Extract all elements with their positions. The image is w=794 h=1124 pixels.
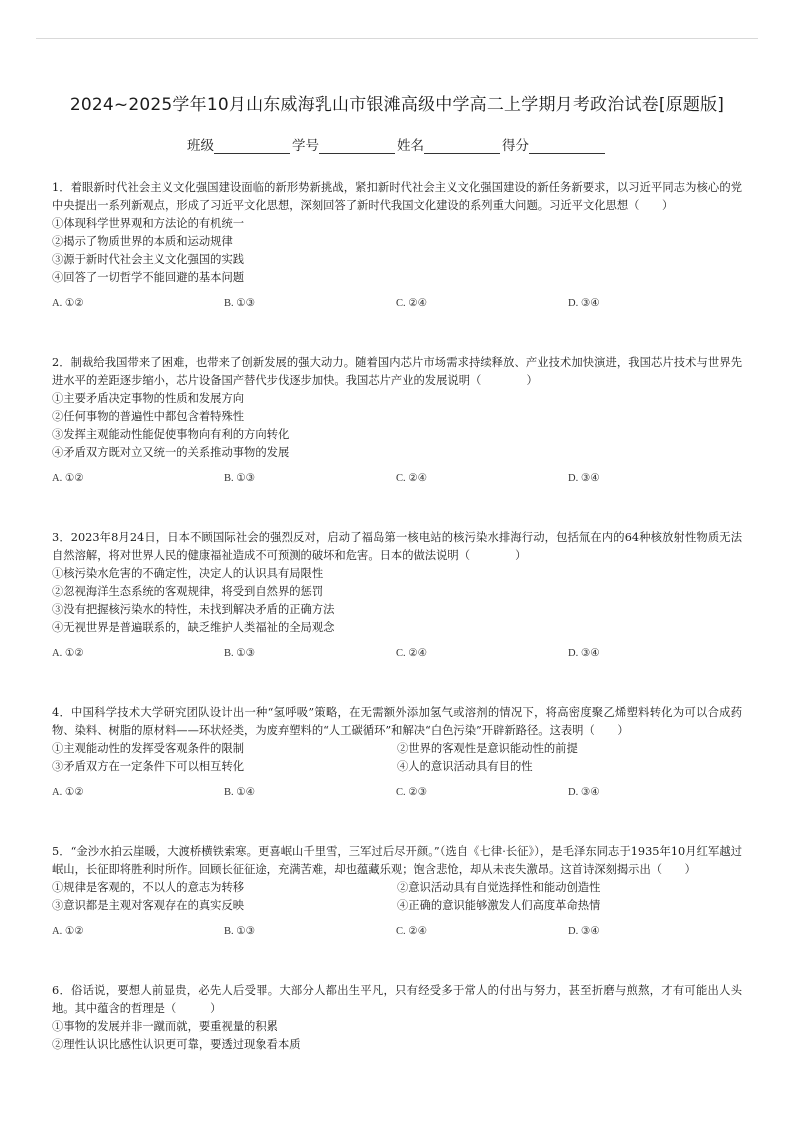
field-blank: [214, 140, 290, 154]
question-2: [52, 354, 742, 488]
option-list: [52, 740, 742, 776]
field-name: [397, 134, 502, 154]
option: ④回答了一切哲学不能回避的基本问题: [52, 271, 245, 284]
answer-choice: A. ①②: [52, 648, 84, 659]
option: ③矛盾双方在一定条件下可以相互转化: [52, 760, 245, 773]
answer-choice: B. ①③: [224, 298, 256, 309]
answer-choices: [52, 923, 742, 941]
option-list: [52, 1018, 742, 1054]
question-stem: 1．着眼新时代社会主义文化强国建设面临的新形势新挑战，紧扣新时代社会主义文化强国建设的新任务新要求，以习近平同志为核心的党中央提出一系列新观点，形成了习近平文化思想，深刻回答了新时代我国文化建设的系列重大问题。习近平文化思想（ ）: [52, 181, 742, 212]
option-list: [52, 390, 742, 462]
question-stem: 2．制裁给我国带来了困难，也带来了创新发展的强大动力。随着国内芯片市场需求持续释放、产业技术加快演进，我国芯片技术与世界先进水平的差距逐步缩小，芯片设备国产替代步伐逐步加快。我国芯片产业的发展说明（ ）: [52, 356, 742, 387]
field-label: 姓名: [397, 138, 424, 154]
question-5: [52, 843, 742, 941]
option: ④正确的意识能够激发人们高度革命热情: [397, 899, 601, 912]
option-list: [52, 215, 742, 287]
option: ①主要矛盾决定事物的性质和发展方向: [52, 392, 245, 405]
answer-choice: A. ①②: [52, 298, 84, 309]
question-3: [52, 529, 742, 663]
option: ②意识活动具有自觉选择性和能动创造性: [397, 881, 601, 894]
question-list: [52, 179, 742, 1054]
option: ②理性认识比感性认识更可靠，要透过现象看本质: [52, 1038, 301, 1051]
field-score: [502, 134, 607, 154]
answer-choice: D. ③④: [568, 926, 600, 937]
option: ④无视世界是普遍联系的，缺乏维护人类福祉的全局观念: [52, 621, 335, 634]
question-stem: 5．“金沙水拍云崖暖，大渡桥横铁索寒。更喜岷山千里雪，三军过后尽开颜。”（选自《七律·长征》），是毛泽东同志于1935年10月红军越过岷山，长征即将胜利时所作。回顾长征征途，充满苦难，却也蕴藏乐观；饱含悲怆，却从未丧失激昂。这首诗深刻揭示出（ ）: [52, 845, 742, 876]
field-blank: [529, 140, 605, 154]
question-stem: 3．2023年8月24日，日本不顾国际社会的强烈反对，启动了福岛第一核电站的核污染水排海行动，包括氚在内的64种核放射性物质无法自然溶解，将对世界人民的健康福祉造成不可预测的破坏和危害。日本的做法说明（ ）: [52, 531, 742, 562]
option: ②任何事物的普遍性中都包含着特殊性: [52, 410, 245, 423]
option-list: [52, 565, 742, 637]
student-info-fields: [0, 134, 794, 154]
answer-choice: B. ①③: [224, 648, 256, 659]
option: ③源于新时代社会主义文化强国的实践: [52, 253, 245, 266]
answer-choice: D. ③④: [568, 473, 600, 484]
answer-choice: B. ①③: [224, 926, 256, 937]
option: ②揭示了物质世界的本质和运动规律: [52, 235, 233, 248]
field-blank: [319, 140, 395, 154]
field-class: [187, 134, 292, 154]
answer-choice: B. ①③: [224, 473, 256, 484]
field-label: 得分: [502, 138, 529, 154]
question-1: [52, 179, 742, 313]
option: ④人的意识活动具有目的性: [397, 760, 533, 773]
answer-choice: A. ①②: [52, 926, 84, 937]
answer-choice: A. ①②: [52, 787, 84, 798]
option: ①事物的发展并非一蹴而就，要重视量的积累: [52, 1020, 278, 1033]
answer-choices: [52, 295, 742, 313]
option-list: [52, 879, 742, 915]
answer-choice: C. ②③: [396, 787, 428, 798]
answer-choice: A. ①②: [52, 473, 84, 484]
option: ②忽视海洋生态系统的客观规律，将受到自然界的惩罚: [52, 585, 324, 598]
question-4: [52, 704, 742, 802]
answer-choice: D. ③④: [568, 298, 600, 309]
question-6: [52, 982, 742, 1054]
field-blank: [424, 140, 500, 154]
answer-choice: D. ③④: [568, 648, 600, 659]
answer-choice: C. ②④: [396, 926, 428, 937]
option: ③发挥主观能动性能促使事物向有利的方向转化: [52, 428, 290, 441]
option: ③没有把握核污染水的特性，未找到解决矛盾的正确方法: [52, 603, 335, 616]
answer-choices: [52, 645, 742, 663]
answer-choice: C. ②④: [396, 298, 428, 309]
page-title: 2024~2025学年10月山东威海乳山市银滩高级中学高二上学期月考政治试卷[原题版]: [69, 95, 725, 115]
answer-choice: C. ②④: [396, 473, 428, 484]
field-label: 班级: [187, 138, 214, 154]
field-label: 学号: [292, 138, 319, 154]
answer-choices: [52, 470, 742, 488]
question-stem: 4．中国科学技术大学研究团队设计出一种“氢呼吸”策略，在无需额外添加氢气或溶剂的情况下，将高密度聚乙烯塑料转化为可以合成药物、染料、树脂的原材料——环状烃类，为废弃塑料的“人工碳循环”和解决“白色污染”开辟新路径。这表明（ ）: [52, 706, 742, 737]
question-stem: 6．俗话说，要想人前显贵，必先人后受罪。大部分人都出生平凡，只有经受多于常人的付出与努力，甚至折磨与煎熬，才有可能出人头地。其中蕴含的哲理是（ ）: [52, 984, 742, 1015]
answer-choice: B. ①④: [224, 787, 256, 798]
option: ④矛盾双方既对立又统一的关系推动事物的发展: [52, 446, 290, 459]
option: ①体现科学世界观和方法论的有机统一: [52, 217, 245, 230]
answer-choice: D. ③④: [568, 787, 600, 798]
option: ③意识都是主观对客观存在的真实反映: [52, 899, 245, 912]
field-number: [292, 134, 397, 154]
header-divider: [36, 38, 758, 39]
option: ①规律是客观的，不以人的意志为转移: [52, 881, 245, 894]
option: ①核污染水危害的不确定性，决定人的认识具有局限性: [52, 567, 324, 580]
answer-choice: C. ②④: [396, 648, 428, 659]
option: ①主观能动性的发挥受客观条件的限制: [52, 742, 245, 755]
answer-choices: [52, 784, 742, 802]
option: ②世界的客观性是意识能动性的前提: [397, 742, 578, 755]
